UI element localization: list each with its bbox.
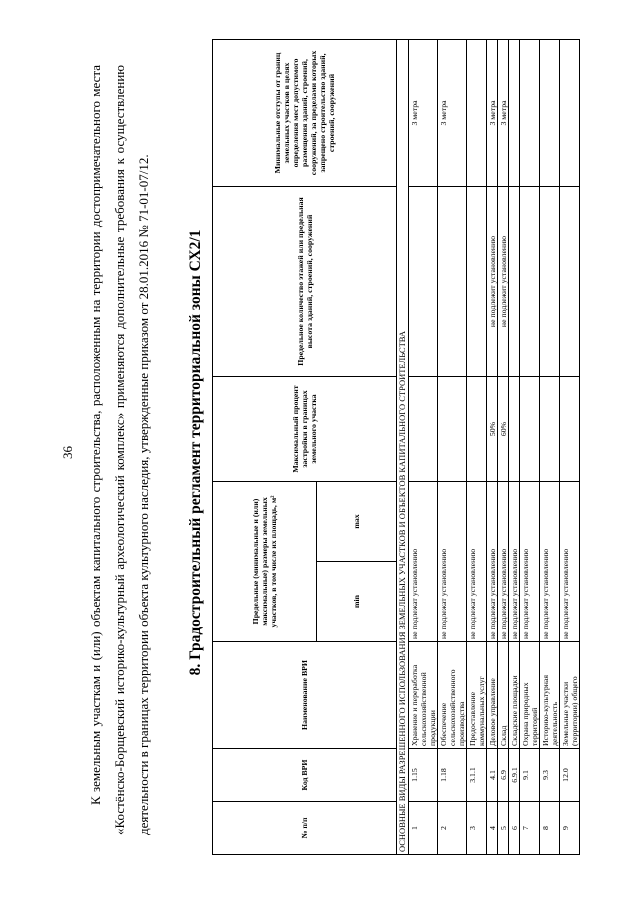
table-row [438, 39, 467, 854]
table-row [560, 39, 580, 854]
table-row [509, 39, 520, 854]
row-floors [560, 186, 580, 376]
row-floors [520, 186, 540, 376]
row-num: 8 [540, 802, 560, 855]
row-num: 3 [467, 802, 487, 855]
header-min: min [317, 562, 397, 642]
table-row [409, 39, 438, 854]
row-size: не подлежат установлению [509, 481, 520, 641]
row-code: 4.1 [487, 749, 498, 802]
row-offsets: 3 метра [487, 39, 498, 186]
page-number: 36 [60, 446, 75, 459]
regulation-table [212, 39, 580, 855]
row-name: Хранение и переработка сельскохозяйственной продукции [409, 642, 438, 749]
row-percent [509, 376, 520, 481]
section-title: ОСНОВНЫЕ ВИДЫ РАЗРЕШЕННОГО ИСПОЛЬЗОВАНИЯ ЗЕМЕЛЬНЫХ УЧАСТКОВ И ОБЪЕКТОВ КАПИТАЛЬНОГО СТРОИТЕЛЬСТВА [397, 39, 409, 854]
row-name: Предоставление коммунальных услуг [467, 642, 487, 749]
row-floors [409, 186, 438, 376]
row-percent [540, 376, 560, 481]
row-size: не подлежат установлению [520, 481, 540, 641]
row-percent [438, 376, 467, 481]
header-row [213, 39, 317, 854]
header-max-floors: Предельное количество этажей или предельная высота зданий, строений, сооружений [213, 186, 397, 376]
header-max: max [317, 481, 397, 561]
row-num: 5 [498, 802, 509, 855]
row-num: 7 [520, 802, 540, 855]
row-offsets: 3 метра [498, 39, 509, 186]
row-size: не подлежат установлению [409, 481, 438, 641]
row-code: 1.18 [438, 749, 467, 802]
row-percent: 50% [487, 376, 498, 481]
table-row [498, 39, 509, 854]
row-num: 6 [509, 802, 520, 855]
row-floors: не подлежит установлению [498, 186, 509, 376]
row-percent [467, 376, 487, 481]
row-name: Историко-культурная деятельность [540, 642, 560, 749]
row-code: 1.15 [409, 749, 438, 802]
row-size: не подлежат установлению [438, 481, 467, 641]
row-code: 6.9 [498, 749, 509, 802]
row-size: не подлежат установлению [498, 481, 509, 641]
section-heading: 8. Градостроительный регламент территориальной зоны СХ2/1 [187, 229, 204, 676]
row-name: Охрана природных территорий [520, 642, 540, 749]
row-size: не подлежат установлению [560, 481, 580, 641]
header-num: № п/п [213, 802, 397, 855]
row-name: Деловое управление [487, 642, 498, 749]
header-name: Наименование ВРИ [213, 642, 397, 749]
header-min-offsets: Минимальные отступы от границ земельных участков в целях определения мест допустимого размещения зданий, строений, сооружений, за пределами которых запрещено строительство зданий, строений, сооружений [213, 39, 397, 186]
row-name: Складские площадки [509, 642, 520, 749]
row-offsets [467, 39, 487, 186]
row-code: 3.1.1 [467, 749, 487, 802]
row-percent: 60% [498, 376, 509, 481]
row-percent [409, 376, 438, 481]
row-code: 12.0 [560, 749, 580, 802]
header-code: Код ВРИ [213, 749, 397, 802]
row-floors [438, 186, 467, 376]
row-offsets [540, 39, 560, 186]
row-num: 1 [409, 802, 438, 855]
table-row [540, 39, 560, 854]
section-row [397, 39, 409, 854]
row-name: Обеспечение сельскохозяйственного производства [438, 642, 467, 749]
row-offsets [560, 39, 580, 186]
row-size: не подлежат установлению [540, 481, 560, 641]
table-row [467, 39, 487, 854]
row-floors [467, 186, 487, 376]
row-percent [560, 376, 580, 481]
intro-paragraph: К земельным участкам и (или) объектам капитального строительства, расположенным на территории достопримечательного места «Костёнско-Борщевский историко-культурный археологический комплекс» применяются дополнительные требования к осуществлению деятельности в границах территории объекта культурного наследия, утвержденные приказом от 28.01.2016 № 71-01-07/12. [88, 65, 151, 835]
row-percent [520, 376, 540, 481]
row-num: 2 [438, 802, 467, 855]
row-name: Склад [498, 642, 509, 749]
row-num: 9 [560, 802, 580, 855]
table-row [487, 39, 498, 854]
row-offsets: 3 метра [438, 39, 467, 186]
row-floors [540, 186, 560, 376]
row-offsets: 3 метра [409, 39, 438, 186]
row-floors [509, 186, 520, 376]
header-size-group: Предельные (минимальные и (или) максимальные) размеры земельных участков, в том числе их площадь, м² [213, 481, 317, 641]
row-code: 6.9.1 [509, 749, 520, 802]
header-max-percent: Максимальный процент застройки в границах земельного участка [213, 376, 397, 481]
row-size: не подлежат установлению [487, 481, 498, 641]
row-floors: не подлежит установлению [487, 186, 498, 376]
row-offsets [520, 39, 540, 186]
table-row [520, 39, 540, 854]
row-code: 9.1 [520, 749, 540, 802]
row-size: не подлежат установлению [467, 481, 487, 641]
row-code: 9.3 [540, 749, 560, 802]
row-num: 4 [487, 802, 498, 855]
row-offsets [509, 39, 520, 186]
row-name: Земельные участки (территории) общего [560, 642, 580, 749]
